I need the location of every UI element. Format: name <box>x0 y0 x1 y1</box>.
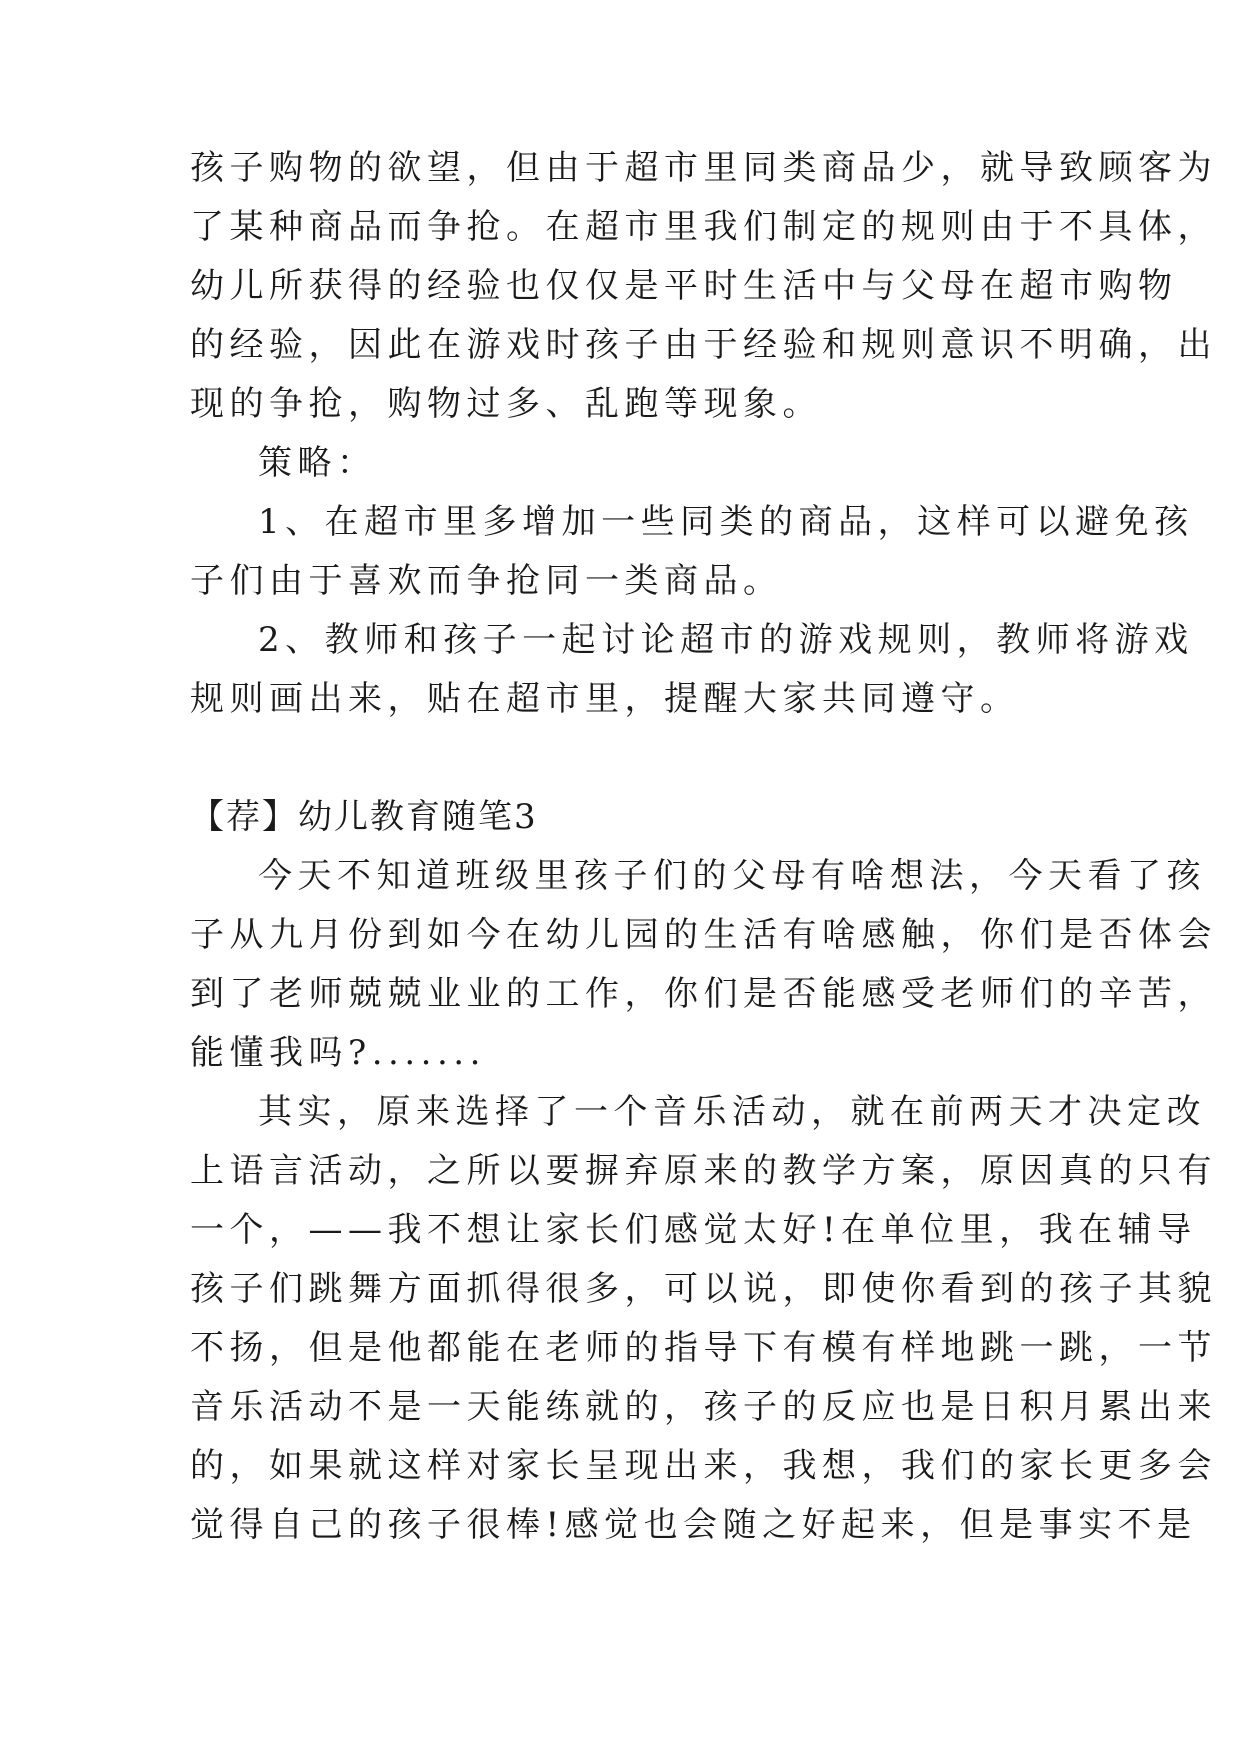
text-line: 幼儿所获得的经验也仅仅是平时生活中与父母在超市购物 <box>190 266 1178 306</box>
strategy-item-2-continued: 规则画出来，贴在超市里，提醒大家共同遵守。 <box>190 679 1020 719</box>
paragraph-1-line: 能懂我吗?....... <box>190 1033 486 1073</box>
strategy-label: 策略： <box>258 443 377 483</box>
paragraph-1-line: 今天不知道班级里孩子们的父母有啥想法，今天看了孩 <box>258 856 1206 896</box>
paragraph-1-line: 子从九月份到如今在幼儿园的生活有啥感触，你们是否体会 <box>190 915 1217 955</box>
paragraph-1-line: 到了老师兢兢业业的工作，你们是否能感受老师们的辛苦， <box>190 974 1217 1014</box>
paragraph-2-line: 音乐活动不是一天能练就的，孩子的反应也是日积月累出来 <box>190 1387 1217 1427</box>
paragraph-2-line: 的，如果就这样对家长呈现出来，我想，我们的家长更多会 <box>190 1446 1217 1486</box>
paragraph-2-line: 不扬，但是他都能在老师的指导下有模有样地跳一跳，一节 <box>190 1328 1217 1368</box>
paragraph-2-line: 孩子们跳舞方面抓得很多，可以说，即使你看到的孩子其貌 <box>190 1269 1217 1309</box>
text-line: 了某种商品而争抢。在超市里我们制定的规则由于不具体， <box>190 207 1217 247</box>
paragraph-2-line: 觉得自己的孩子很棒!感觉也会随之好起来，但是事实不是 <box>190 1505 1197 1545</box>
text-line: 的经验，因此在游戏时孩子由于经验和规则意识不明确，出 <box>190 325 1217 365</box>
strategy-item-2: 2、教师和孩子一起讨论超市的游戏规则，教师将游戏 <box>258 620 1194 660</box>
paragraph-2-line: 其实，原来选择了一个音乐活动，就在前两天才决定改 <box>258 1092 1206 1132</box>
strategy-item-1: 1、在超市里多增加一些同类的商品，这样可以避免孩 <box>258 502 1194 542</box>
paragraph-2-line: 一个，——我不想让家长们感觉太好!在单位里，我在辅导 <box>190 1210 1197 1250</box>
section-heading: 【荐】幼儿教育随笔3 <box>190 797 538 837</box>
text-line: 孩子购物的欲望，但由于超市里同类商品少，就导致顾客为 <box>190 148 1217 188</box>
paragraph-2-line: 上语言活动，之所以要摒弃原来的教学方案，原因真的只有 <box>190 1151 1217 1191</box>
text-line: 现的争抢，购物过多、乱跑等现象。 <box>190 384 822 424</box>
strategy-item-1-continued: 子们由于喜欢而争抢同一类商品。 <box>190 561 783 601</box>
